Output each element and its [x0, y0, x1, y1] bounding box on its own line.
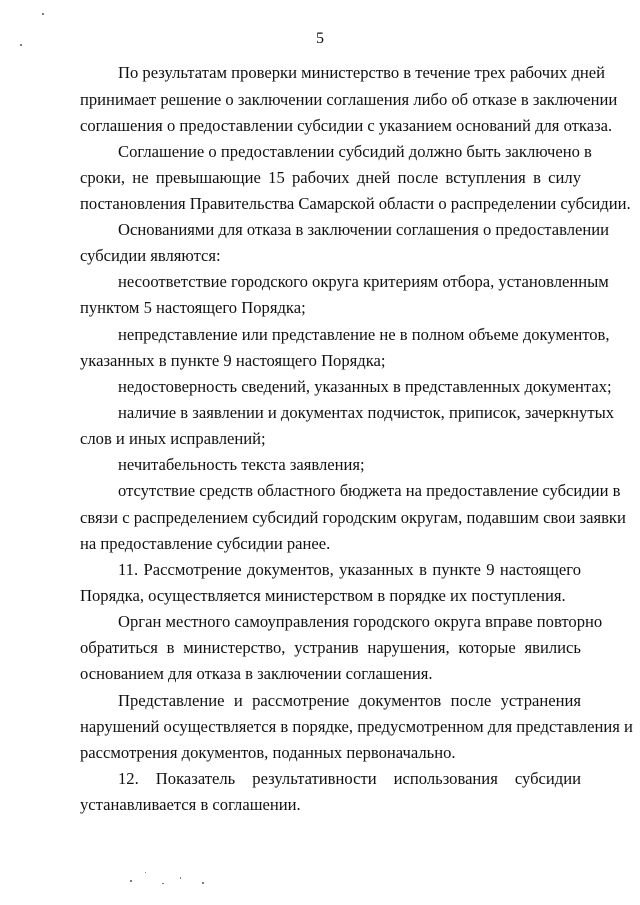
scan-speck	[42, 13, 44, 15]
scan-speck	[202, 882, 204, 884]
text-line: непредставление или представление не в полном объеме документов,	[118, 325, 610, 344]
text-line: постановления Правительства Самарской области о распределении субсидии.	[80, 194, 631, 213]
scan-speck	[130, 880, 132, 882]
text-line: Основаниями для отказа в заключении соглашения о предоставлении	[118, 220, 609, 239]
text-line: отсутствие средств областного бюджета на предоставление субсидии в	[118, 481, 621, 500]
scan-speck	[162, 883, 164, 884]
text-line: принимает решение о заключении соглашения либо об отказе в заключении	[80, 90, 618, 109]
text-line: недостоверность сведений, указанных в представленных документах;	[118, 377, 612, 396]
page-number: 5	[316, 30, 324, 47]
text-line: субсидии являются:	[80, 246, 221, 265]
text-line: 12. Показатель результативности использования субсидии	[118, 769, 581, 788]
text-line: нечитабельность текста заявления;	[118, 455, 365, 474]
text-line: указанных в пункте 9 настоящего Порядка;	[80, 351, 386, 370]
text-line: пунктом 5 настоящего Порядка;	[80, 298, 306, 317]
text-line: несоответствие городского округа критериям отбора, установленным	[118, 272, 609, 291]
text-line: обратиться в министерство, устранив нарушения, которые явились	[80, 638, 581, 657]
text-line: соглашения о предоставлении субсидии с указанием оснований для отказа.	[80, 116, 613, 135]
text-line: нарушений осуществляется в порядке, предусмотренном для представления и	[80, 717, 633, 736]
text-line: рассмотрения документов, поданных первоначально.	[80, 743, 456, 762]
text-line: Представление и рассмотрение документов после устранения	[118, 691, 581, 710]
text-line: устанавливается в соглашении.	[80, 795, 301, 814]
text-line: По результатам проверки министерство в течение трех рабочих дней	[118, 63, 606, 82]
text-line: Соглашение о предоставлении субсидий должно быть заключено в	[118, 142, 592, 161]
text-line: основанием для отказа в заключении соглашения.	[80, 664, 433, 683]
scan-speck	[180, 877, 181, 879]
scan-speck	[145, 872, 146, 873]
text-line: сроки, не превышающие 15 рабочих дней после вступления в силу	[80, 168, 581, 187]
text-line: 11. Рассмотрение документов, указанных в пункте 9 настоящего	[118, 560, 581, 579]
text-line: связи с распределением субсидий городским округам, подавшим свои заявки	[80, 508, 626, 527]
text-line: Порядка, осуществляется министерством в порядке их поступления.	[80, 586, 566, 605]
text-line: слов и иных исправлений;	[80, 429, 266, 448]
text-line: наличие в заявлении и документах подчисток, приписок, зачеркнутых	[118, 403, 615, 422]
text-line: на предоставление субсидии ранее.	[80, 534, 331, 553]
text-line: Орган местного самоуправления городского округа вправе повторно	[118, 612, 603, 631]
